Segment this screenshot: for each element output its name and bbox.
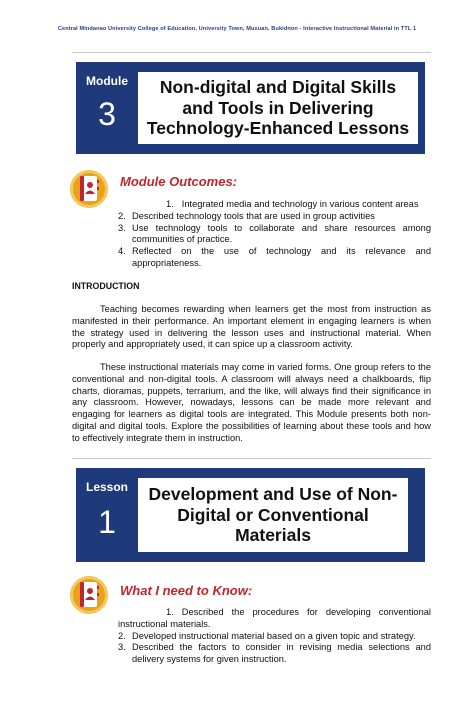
module-label: Module xyxy=(86,74,128,88)
introduction-paragraph: These instructional materials may come in varied forms. One group refers to the conventional and non-digital tools. A classroom will always need a chalkboards, flip charts, dioramas, puppets, terrarium, and the like, will always find their significance in any classroom. However, nowadays, lessons can be made more relevant and engaging for learners as digital tools are integrated. This Module presents both non-digital and digital tools. Explore the possibilities of learning about these tools and how to effectively integrate them in instruction. xyxy=(72,362,431,443)
item-number: 2. xyxy=(118,630,126,641)
lesson-banner xyxy=(76,468,425,562)
divider xyxy=(72,52,431,53)
item-number: 1. xyxy=(166,199,174,209)
introduction-paragraph: Teaching becomes rewarding when learners get the most from instruction as manifested in their performance. An important element in engaging learners is when the strategy used in delivering the lesson uses and instructional material. When properly and appropriately used, it can spice up a classroom activity. xyxy=(72,304,431,350)
item-text: Use technology tools to collaborate and share resources among communities of practice. xyxy=(132,222,431,245)
address-book-icon xyxy=(70,170,108,208)
item-number: 1. xyxy=(166,607,174,617)
module-banner xyxy=(76,62,425,154)
item-number: 4. xyxy=(118,246,126,257)
module-outcomes-list xyxy=(118,199,431,270)
need-to-know-heading: What I need to Know: xyxy=(120,583,253,598)
list-item xyxy=(118,607,431,631)
module-title: Non-digital and Digital Skills and Tools in Delivering Technology-Enhanced Lessons xyxy=(138,72,418,144)
module-outcomes-heading: Module Outcomes: xyxy=(120,174,238,189)
item-number: 3. xyxy=(118,642,126,653)
item-text: Described technology tools that are used in group activities xyxy=(132,210,375,221)
list-item xyxy=(118,642,431,666)
divider xyxy=(72,458,431,459)
item-text: Developed instructional material based on a given topic and strategy. xyxy=(132,630,416,641)
lesson-title: Development and Use of Non-Digital or Conventional Materials xyxy=(138,478,408,552)
list-item xyxy=(118,199,431,211)
list-item xyxy=(118,223,431,247)
item-number: 2. xyxy=(118,210,126,221)
running-header: Central Mindanao University College of Education, University Town, Musuan, Bukidnon - Interactive Instructional Material in TTL 1 xyxy=(57,26,417,32)
need-to-know-list xyxy=(118,607,431,666)
list-item xyxy=(118,246,431,270)
address-book-icon xyxy=(70,576,108,614)
module-number: 3 xyxy=(98,96,116,132)
list-item xyxy=(118,211,431,223)
item-text: Described the factors to consider in revising media selections and delivery systems for given instruction. xyxy=(132,642,431,665)
introduction-heading: INTRODUCTION xyxy=(72,281,140,291)
item-text: Reflected on the use of technology and its relevance and appropriateness. xyxy=(132,246,431,268)
lesson-label: Lesson xyxy=(85,480,128,494)
item-text: Described the procedures for developing conventional instructional materials. xyxy=(118,607,431,629)
item-number: 3. xyxy=(118,222,126,233)
list-item xyxy=(118,631,431,643)
lesson-number: 1 xyxy=(98,504,116,540)
item-text: Integrated media and technology in various content areas xyxy=(181,199,419,209)
